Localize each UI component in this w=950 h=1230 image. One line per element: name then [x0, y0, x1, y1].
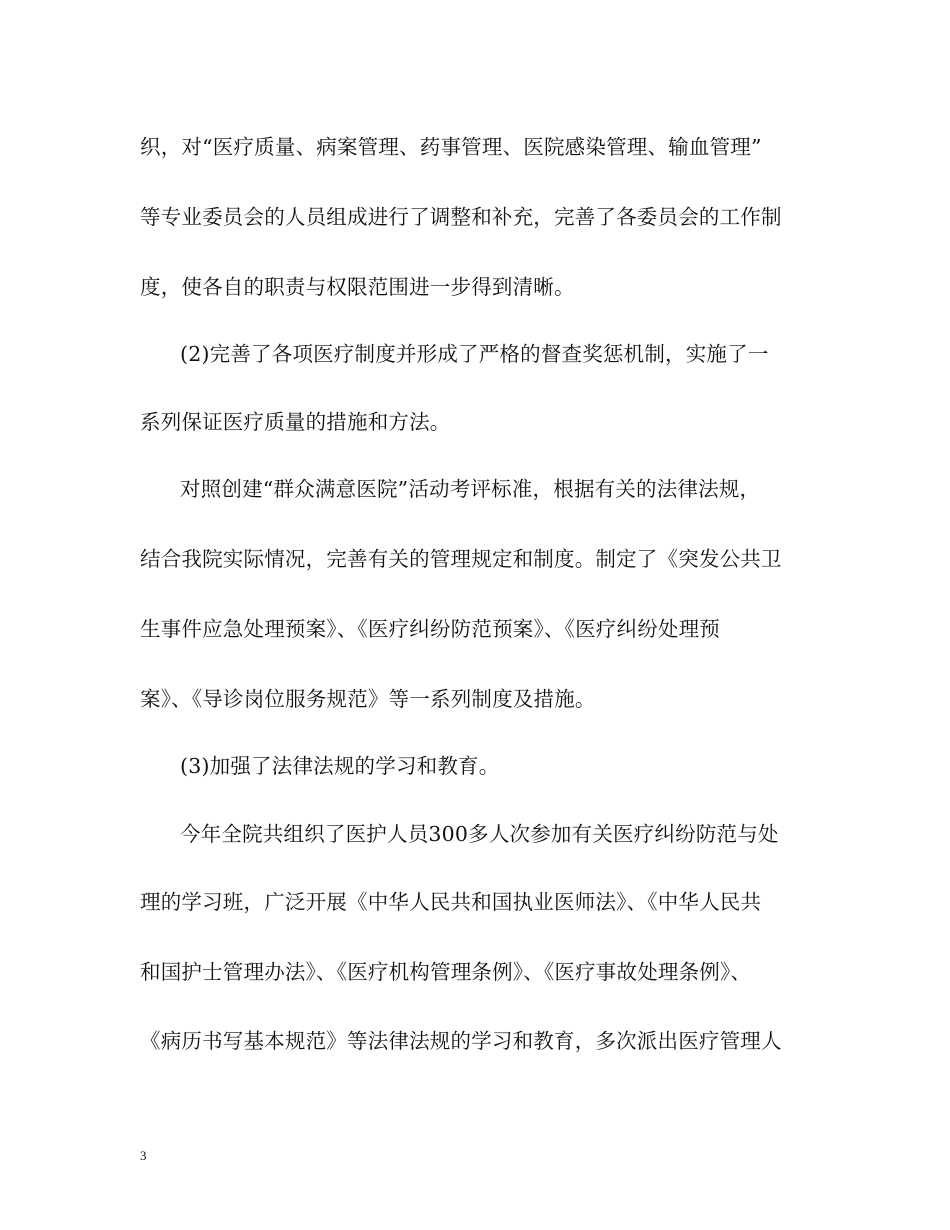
- section-heading-line: (2)完善了各项医疗制度并形成了严格的督查奖惩机制，实施了一: [180, 342, 769, 366]
- paragraph-line: 度，使各自的职责与权限范围进一步得到清晰。: [140, 275, 575, 299]
- section-heading-line: (3)加强了法律法规的学习和教育。: [180, 754, 500, 778]
- paragraph-line: 织，对“医疗质量、病案管理、药事管理、医院感染管理、输血管理”: [140, 135, 762, 159]
- paragraph-line: 《病历书写基本规范》等法律法规的学习和教育，多次派出医疗管理人: [140, 1029, 782, 1053]
- paragraph-line: 和国护士管理办法》、《医疗机构管理条例》、《医疗事故处理条例》、: [140, 960, 752, 984]
- paragraph-line: 今年全院共组织了医护人员300多人次参加有关医疗纠纷防范与处: [180, 822, 779, 846]
- page-number: 3: [140, 1148, 147, 1163]
- paragraph-line: 等专业委员会的人员组成进行了调整和补充，完善了各委员会的工作制: [140, 205, 782, 229]
- paragraph-line: 结合我院实际情况，完善有关的管理规定和制度。制定了《突发公共卫: [140, 547, 782, 571]
- paragraph-line: 系列保证医疗质量的措施和方法。: [140, 410, 451, 434]
- paragraph-line: 案》、《导诊岗位服务规范》等一系列制度及措施。: [140, 687, 596, 711]
- paragraph-line: 理的学习班，广泛开展《中华人民共和国执业医师法》、《中华人民共: [140, 890, 762, 914]
- paragraph-line: 生事件应急处理预案》、《医疗纠纷防范预案》、《医疗纠纷处理预: [140, 617, 720, 641]
- paragraph-line: 对照创建“群众满意医院”活动考评标准，根据有关的法律法规，: [180, 477, 761, 501]
